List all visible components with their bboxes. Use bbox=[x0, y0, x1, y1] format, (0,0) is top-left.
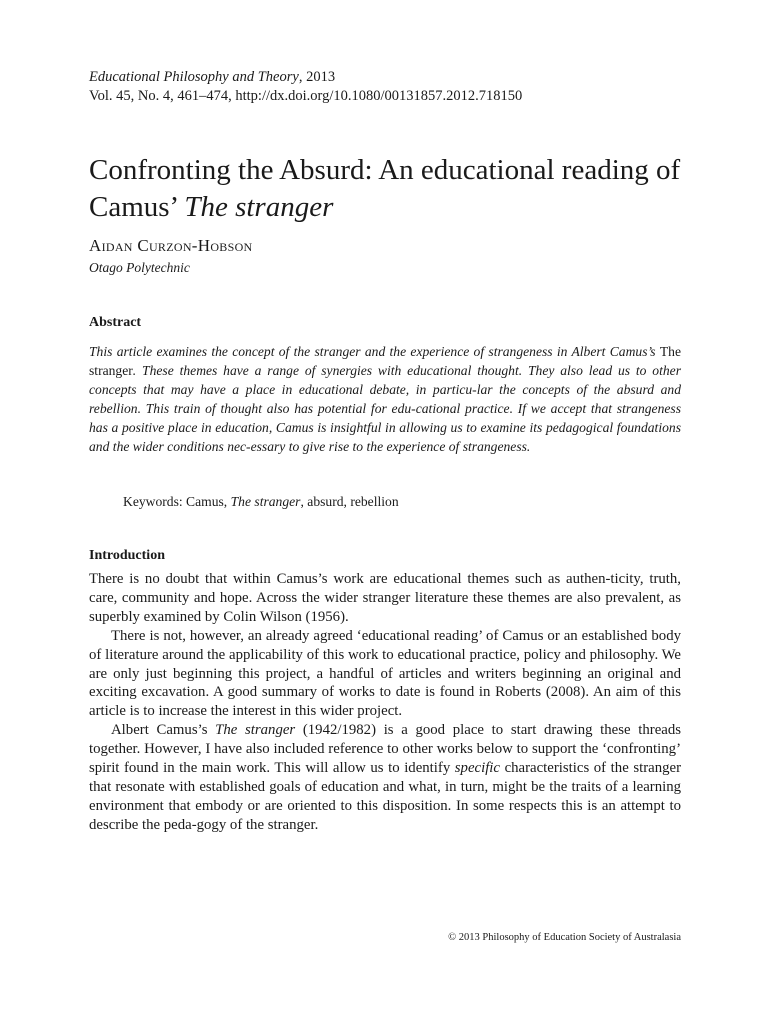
p3-part-a: Albert Camus’s bbox=[111, 722, 216, 739]
keywords-italic: The stranger bbox=[230, 494, 301, 509]
journal-header bbox=[89, 68, 681, 105]
abstract-text bbox=[89, 343, 681, 456]
intro-paragraph-2: There is not, however, an already agreed ‘educational reading’ of Camus or an established body of literature around the applicability of this work to educational practice, policy and philosophy. We are only just beginning this project, a handful of articles and writers beginning an original and exciting excavation. A good summary of works to date is found in Roberts (2008). An aim of this article is to increase the interest in this wider project. bbox=[89, 627, 681, 720]
abstract-upright-title: The stranger bbox=[89, 344, 681, 378]
keywords-line bbox=[123, 494, 399, 510]
intro-paragraph-3 bbox=[89, 721, 681, 834]
journal-name: Educational Philosophy and Theory bbox=[89, 69, 299, 85]
title-main: Confronting the Absurd: An educational reading of Camus’ bbox=[89, 154, 681, 223]
journal-name-line bbox=[89, 68, 681, 87]
article-title bbox=[89, 152, 689, 226]
keywords-label: Keywords: Camus, bbox=[123, 494, 231, 509]
p3-part-c: characteristics of the stranger that resonate with established goals of education and what, in turn, might be the traits of a learning environment that embody or are oriented to this disposition. In some respects this is an attempt to describe the peda-gogy of the stranger. bbox=[89, 760, 681, 833]
abstract-part1: This article examines the concept of the stranger and the experience of strangeness in Albert Camus’s bbox=[89, 344, 660, 359]
keywords-rest: , absurd, rebellion bbox=[300, 494, 399, 509]
introduction-body bbox=[89, 570, 681, 835]
p3-italic-specific: specific bbox=[454, 760, 500, 777]
intro-paragraph-1: There is no doubt that within Camus’s work are educational themes such as authen-ticity, truth, care, community and hope. Across the wider stranger literature these themes are also prevalent, as superbly examined by Colin Wilson (1956). bbox=[89, 571, 681, 625]
p3-part-b: (1942/1982) is a good place to start drawing these threads together. However, I have also included reference to other works below to support the ‘confronting’ spirit found in the main work. This will allow us to identify bbox=[89, 722, 681, 777]
introduction-heading: Introduction bbox=[89, 548, 165, 563]
copyright-footer: © 2013 Philosophy of Education Society of Australasia bbox=[448, 932, 681, 943]
journal-citation: Vol. 45, No. 4, 461–474, http://dx.doi.org/10.1080/00131857.2012.718150 bbox=[89, 87, 523, 104]
author-affiliation: Otago Polytechnic bbox=[89, 260, 190, 275]
title-italic: The stranger bbox=[184, 191, 334, 223]
abstract-part2: . These themes have a range of synergies with educational thought. They also lead us to other concepts that may have a place in educational debate, in particu-lar the concepts of the absurd and rebellion. This train of thought also has potential for edu-cational practice. If we accept that strangeness has a positive place in education, Camus is insightful in allowing us to examine its pedagogical foundations and the wider conditions nec-essary to give rise to the experience of strangeness. bbox=[89, 362, 681, 454]
abstract-heading: Abstract bbox=[89, 315, 142, 330]
p3-italic-title: The stranger bbox=[215, 722, 296, 739]
author-name: Aidan Curzon-Hobson bbox=[89, 236, 253, 255]
journal-year: , 2013 bbox=[298, 69, 336, 85]
